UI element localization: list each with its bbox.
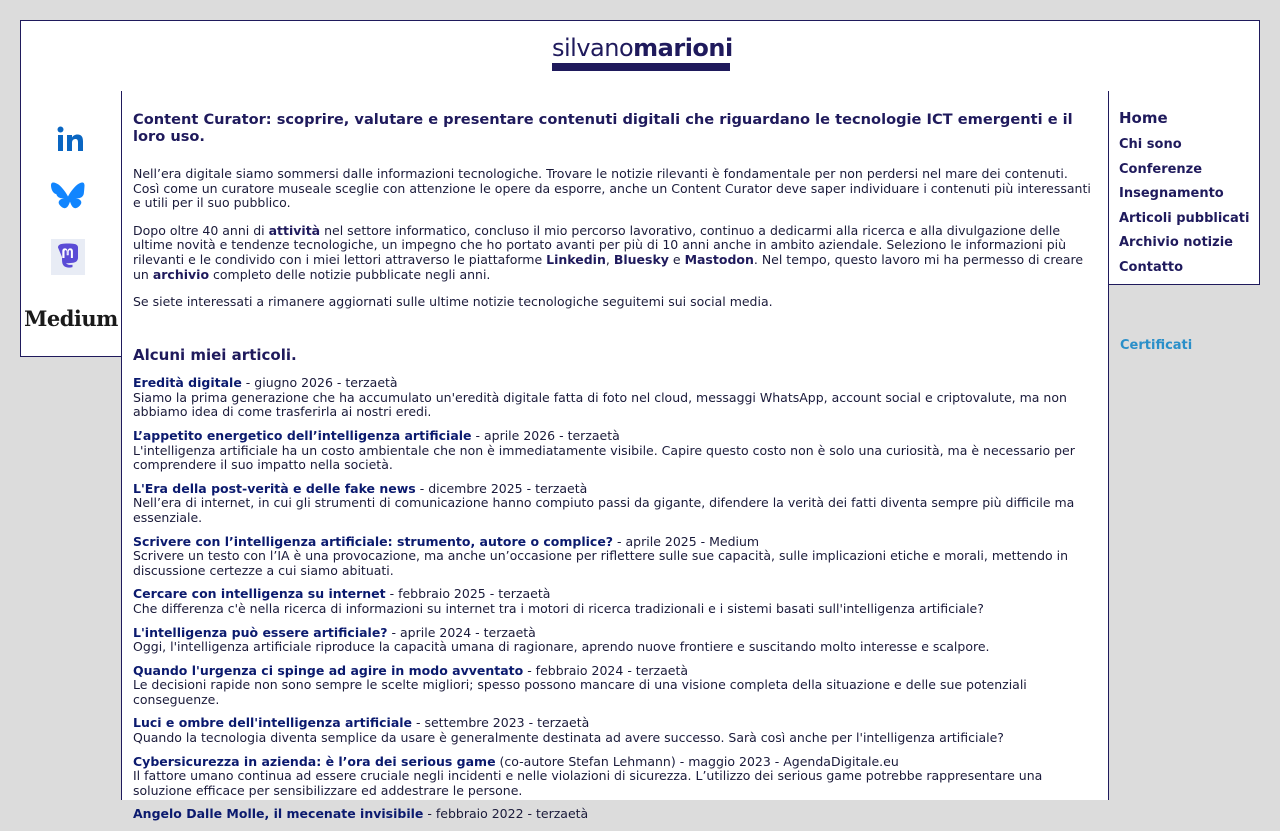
article-meta: - giugno 2026 - terzaetà (241, 375, 398, 391)
article-description: Quando la tecnologia diventa semplice da usare è generalmente destinata ad avere successo. Sarà così anche per l'intelligenza artificiale? (133, 730, 1004, 746)
list-item (133, 807, 1098, 822)
article-meta: - aprile 2024 - terzaetà (387, 624, 536, 640)
attivita-link[interactable]: attività (268, 222, 321, 238)
list-item (133, 716, 1098, 745)
certificati-link[interactable]: Certificati (1120, 338, 1193, 353)
article-description: Che differenza c'è nella ricerca di informazioni su internet tra i motori di ricerca tradizionali e i sistemi basati sull'intelligenza artificiale? (133, 600, 984, 616)
article-title-link[interactable]: Quando l'urgenza ci spinge ad agire in modo avventato (133, 662, 524, 678)
article-title-link[interactable]: L'Era della post-verità e delle fake news (133, 480, 416, 496)
article-meta: - aprile 2025 - Medium (613, 533, 760, 549)
nav-item-home[interactable]: Home (1119, 109, 1168, 127)
article-title-link[interactable]: Luci e ombre dell'intelligenza artificiale (133, 715, 413, 731)
logo-underline (552, 63, 730, 71)
article-meta: - febbraio 2024 - terzaetà (523, 662, 689, 678)
list-item (133, 587, 1098, 616)
nav-item-conferenze[interactable]: Conferenze (1119, 161, 1203, 177)
nav-item-archivio[interactable]: Archivio notizie (1119, 235, 1233, 250)
nav-item-contatto[interactable]: Contatto (1119, 259, 1184, 275)
mastodon-icon[interactable] (50, 239, 86, 275)
list-item (133, 626, 1098, 655)
logo-part1: silvano (552, 34, 634, 62)
article-description: Il fattore umano continua ad essere cruciale negli incidenti e nelle violazioni di sicurezza. L’utilizzo dei serious game potrebbe rappresentare una soluzione efficace per sensibilizzare ed addestrare le persone. (133, 768, 1043, 798)
article-description: L'intelligenza artificiale ha un costo ambientale che non è immediatamente visibile. Capire questo costo non è solo una curiosità, ma è necessario per comprendere il suo impatto nella società. (133, 442, 1075, 473)
intro-paragraph-1: Nell’era digitale siamo sommersi dalle informazioni tecnologiche. Trovare le notizie rilevanti è fondamentale per non perdersi nel mare dei contenuti. Così come un curatore museale sceglie con attenzione le opere da esporre, anche un Content Curator deve saper individuare i contenuti più interessanti e utili per il suo pubblico. (133, 166, 1091, 211)
logo-part2: marioni (633, 34, 733, 62)
list-item (133, 755, 1098, 799)
article-meta: - febbraio 2025 - terzaetà (385, 586, 551, 602)
medium-logo[interactable]: Medium (24, 305, 118, 331)
article-description: Oggi, l'intelligenza artificiale riproduce la capacità umana di ragionare, aprendo nuove frontiere e suscitando molto interesse e scalpore. (133, 639, 990, 655)
main-content (121, 91, 1109, 822)
intro-paragraph-2: Dopo oltre 40 anni di attività nel settore informatico, concluso il mio percorso lavorativo, continuo a dedicarmi alla ricerca e alla divulgazione delle ultime novità e tendenze tecnologiche, un impegno che ho portato avanti per più di 10 anni anche in ambito aziendale. Seleziono le informazioni più rilevanti e le condivido con i miei lettori attraverso le piattaforme Linkedin, Bluesky e Mastodon. Nel tempo, questo lavoro mi ha permesso di creare un archivio completo delle notizie pubblicate negli anni. (133, 222, 1084, 282)
article-title-link[interactable]: Angelo Dalle Molle, il mecenate invisibile (133, 806, 424, 822)
nav-item-insegnamento[interactable]: Insegnamento (1119, 186, 1224, 201)
linkedin-icon[interactable] (55, 123, 87, 155)
article-meta: - settembre 2023 - terzaetà (412, 715, 590, 731)
article-title-link[interactable]: L’appetito energetico dell’intelligenza artificiale (133, 427, 472, 443)
article-title-link[interactable]: Cybersicurezza in azienda: è l’ora dei serious game (133, 753, 496, 769)
article-meta: - febbraio 2022 - terzaetà (423, 806, 589, 822)
nav-item-articoli[interactable]: Articoli pubblicati (1119, 210, 1250, 226)
archivio-link[interactable]: archivio (152, 266, 210, 282)
list-item (133, 664, 1098, 708)
article-meta: - dicembre 2025 - terzaetà (415, 480, 588, 496)
intro-paragraph-3: Se siete interessati a rimanere aggiornati sulle ultime notizie tecnologiche seguitemi sui social media. (133, 294, 773, 310)
list-item (133, 429, 1098, 473)
mastodon-link[interactable]: Mastodon (684, 251, 754, 267)
article-title-link[interactable]: Scrivere con l’intelligenza artificiale: strumento, autore o complice? (133, 533, 614, 549)
article-title-link[interactable]: Eredità digitale (133, 375, 242, 391)
page-title: Content Curator: scoprire, valutare e presentare contenuti digitali che riguardano le tecnologie ICT emergenti e il loro uso. (133, 111, 1073, 145)
list-item (133, 376, 1098, 420)
article-description: Siamo la prima generazione che ha accumulato un'eredità digitale fatta di foto nel cloud, messaggi WhatsApp, account social e criptovalute, ma non abbiamo idea di come trasferirla ai nostri eredi. (133, 389, 1067, 420)
site-header (20, 20, 1260, 92)
article-title-link[interactable]: L'intelligenza può essere artificiale? (133, 624, 388, 640)
bluesky-icon[interactable] (50, 180, 86, 214)
article-description: Scrivere un testo con l’IA è una provocazione, ma anche un’occasione per riflettere sulle sue capacità, sulle implicazioni etiche e morali, mettendo in discussione certezze a cui siamo abituati. (133, 548, 1069, 578)
list-item (133, 482, 1098, 526)
article-meta: - aprile 2026 - terzaetà (471, 427, 620, 443)
linkedin-link[interactable]: Linkedin (546, 251, 606, 267)
bluesky-link[interactable]: Bluesky (613, 251, 669, 267)
article-meta: (co-autore Stefan Lehmann) - maggio 2023 - AgendaDigitale.eu (495, 753, 899, 769)
site-logo[interactable] (552, 34, 733, 71)
social-sidebar (20, 91, 122, 357)
nav-item-chi-sono[interactable]: Chi sono (1119, 137, 1182, 152)
articles-list (133, 376, 1098, 822)
article-description: Le decisioni rapide non sono sempre le scelte migliori; spesso possono mancare di una visione completa della situazione e delle sue potenziali conseguenze. (133, 677, 1027, 707)
article-description: Nell’era di internet, in cui gli strumenti di comunicazione hanno compiuto passi da gigante, difendere la verità dei fatti diventa sempre più difficile ma essenziale. (133, 495, 1075, 525)
list-item (133, 535, 1098, 579)
article-title-link[interactable]: Cercare con intelligenza su internet (133, 586, 386, 602)
nav-menu (1108, 91, 1260, 285)
articles-heading: Alcuni miei articoli. (133, 345, 297, 364)
